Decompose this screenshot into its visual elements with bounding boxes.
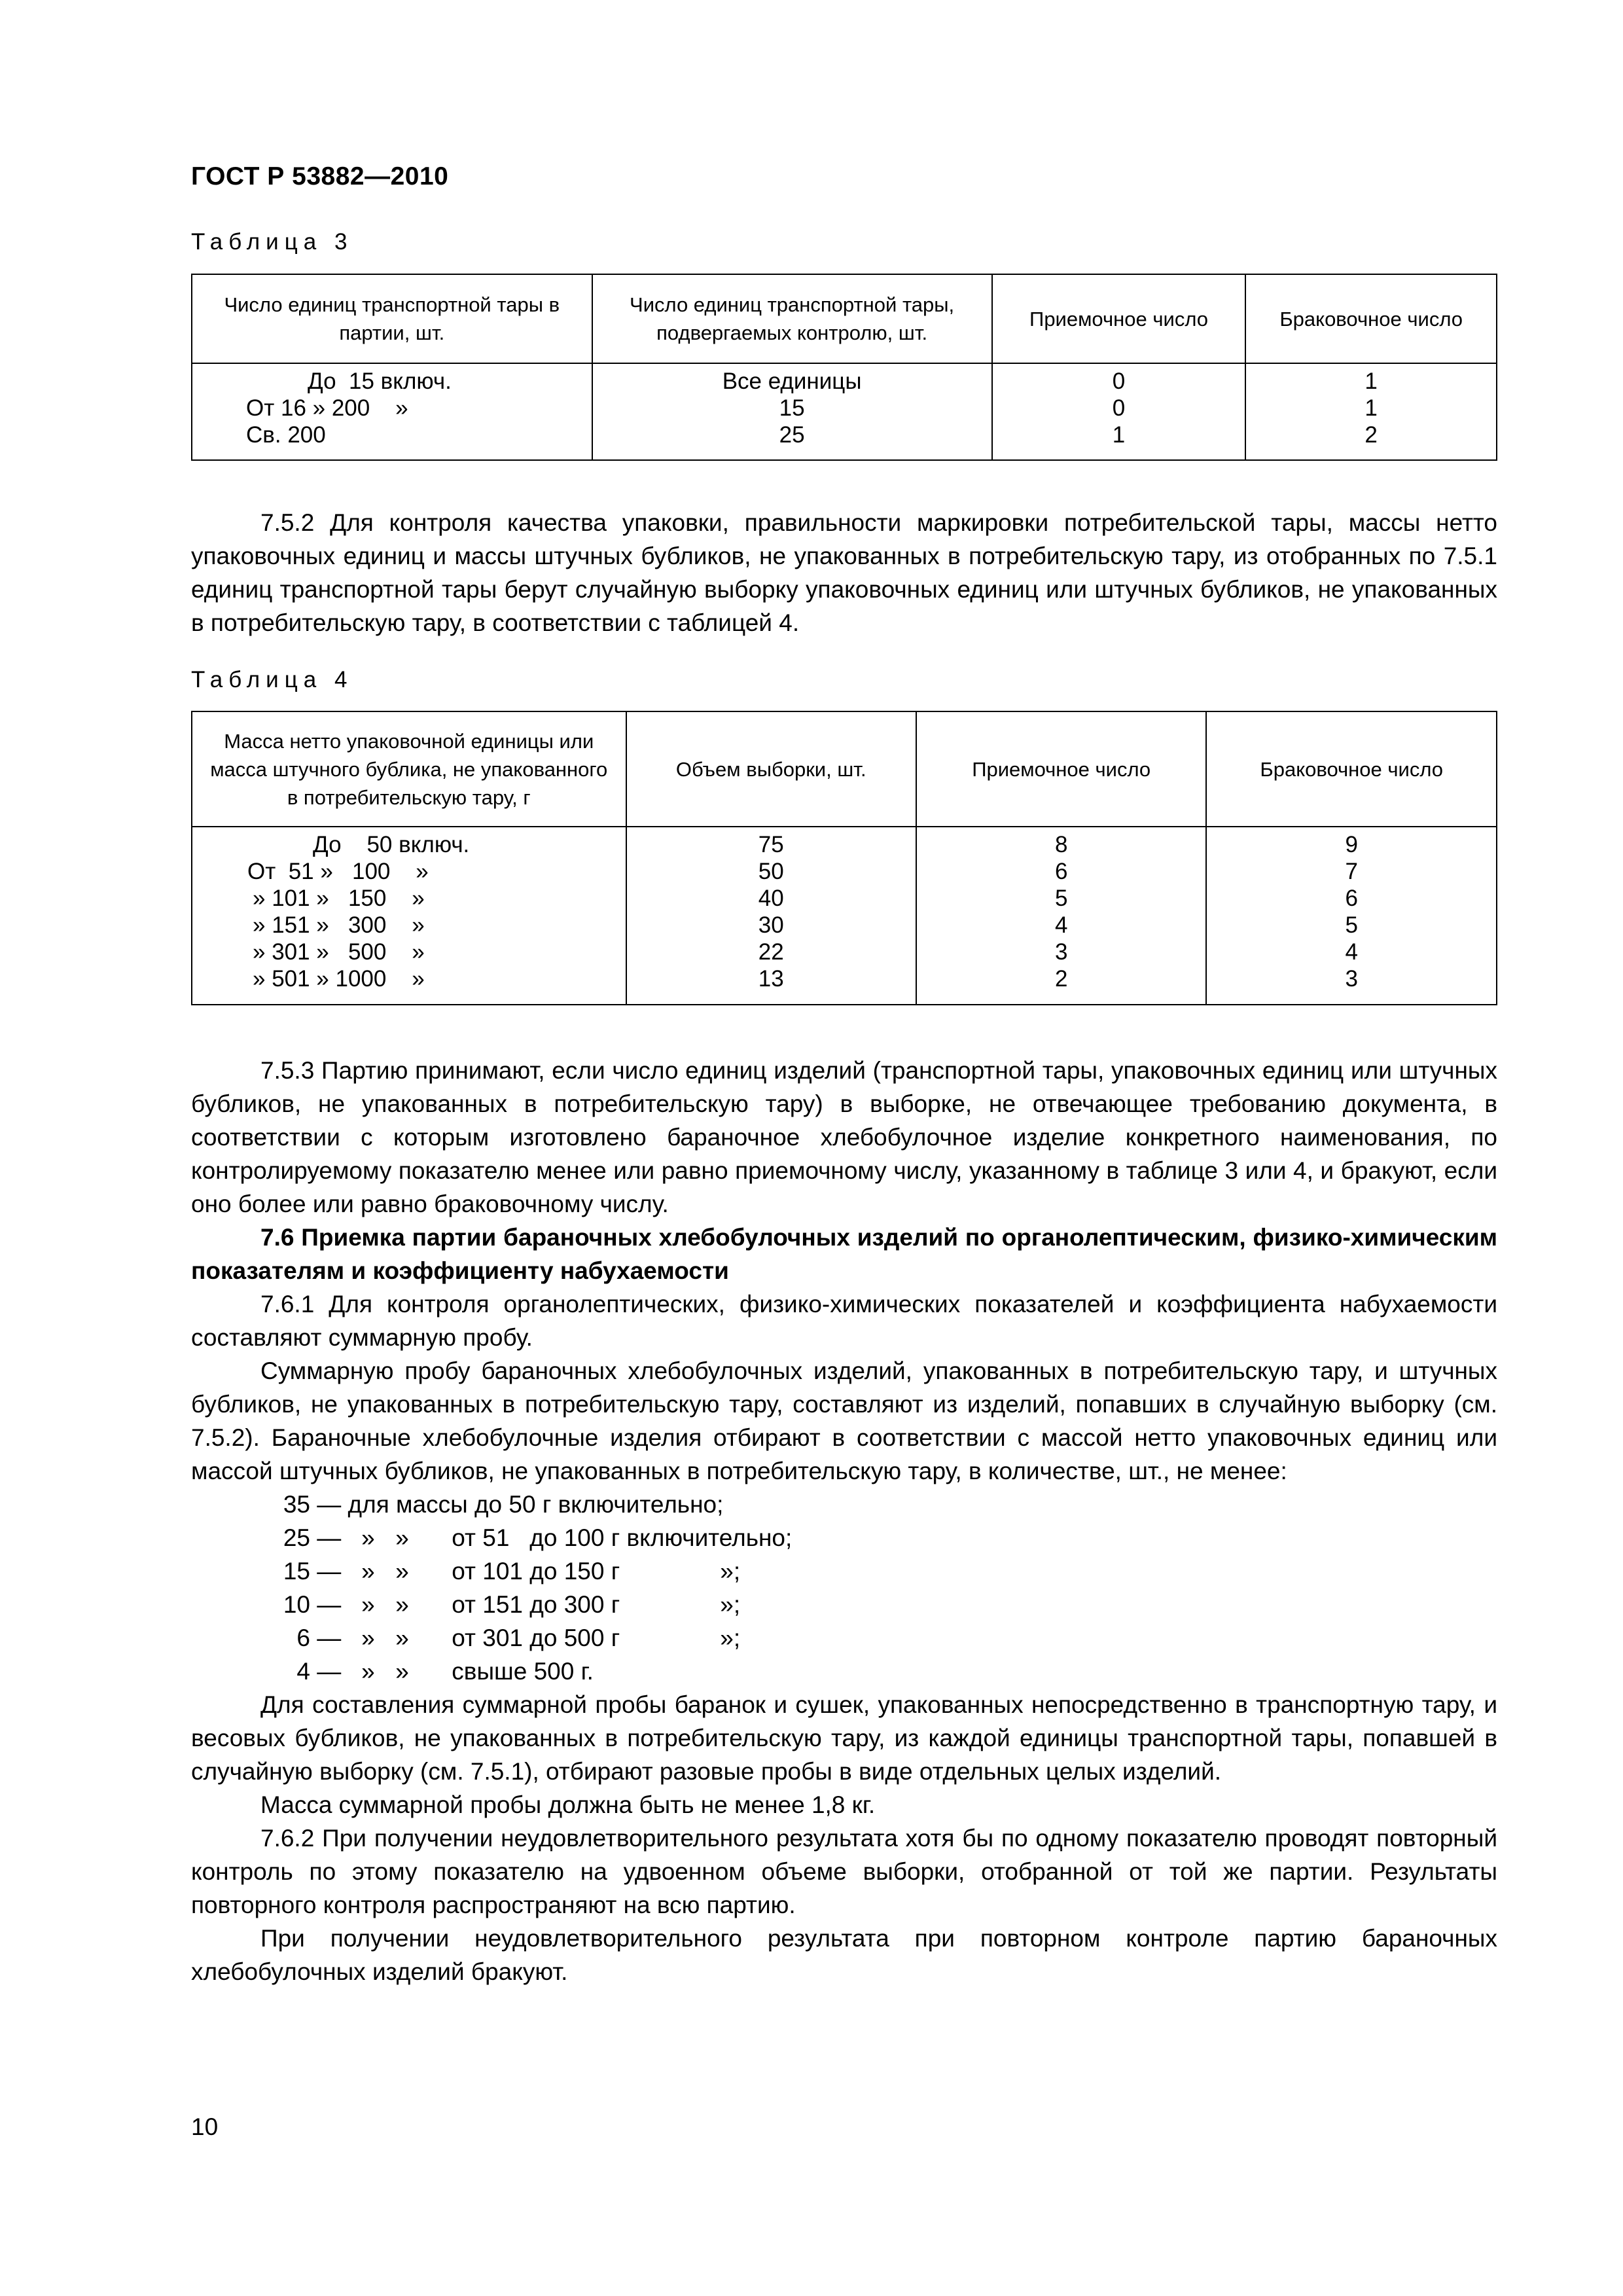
section-heading-7-6: 7.6 Приемка партии бараночных хлебобулочных изделий по органолептическим, физико-химическим показателям и коэффициенту набухаемости	[191, 1224, 1497, 1284]
table-cell: 13	[758, 966, 784, 992]
table-4-header-reject: Браковочное число	[1206, 711, 1497, 827]
table-cell: » 101 » 150 »	[253, 886, 425, 911]
main-text	[191, 1054, 1497, 1988]
table-cell: » 501 » 1000 »	[253, 966, 425, 992]
table-cell: Все единицы	[722, 368, 862, 394]
list-item-ditto: »	[395, 1558, 409, 1585]
paragraph-reject: При получении неудовлетворительного результата при повторном контроле партию бараночных хлебобулочных изделий бракуют.	[191, 1925, 1497, 1985]
table-4-header-sample: Объем выборки, шт.	[626, 711, 916, 827]
paragraph-7-5-2-block	[191, 506, 1497, 639]
table-cell: 5	[1345, 912, 1358, 938]
paragraph-7-5-3: 7.5.3 Партию принимают, если число единиц изделий (транспортной тары, упаковочных единиц или штучных бубликов, не упакованных в потребительскую тару) в выборке, не отвечающее требованию документа, в соответствии с которым изготовлено бараночное хлебобулочное изделие конкретного наименования, по контролируемому показателю менее или равно приемочному числу, указанному в таблице 3 или 4, и бракуют, если оно более или равно браковочному числу.	[191, 1057, 1497, 1217]
list-item	[191, 1521, 1497, 1554]
table-cell: До 15 включ.	[308, 368, 452, 394]
table-3-header-accept: Приемочное число	[992, 274, 1246, 363]
table-cell: 30	[758, 912, 784, 938]
list-item-text: — »	[317, 1558, 375, 1585]
table-4-col-mass	[192, 827, 626, 1005]
list-item-text: — »	[317, 1624, 375, 1651]
list-item-range: от 51 до 100 г включительно;	[452, 1524, 793, 1551]
table-cell: 1	[1364, 368, 1378, 394]
table-cell: 3	[1345, 966, 1358, 992]
table-cell: От 51 » 100 »	[247, 859, 429, 884]
table-3-header-reject: Браковочное число	[1245, 274, 1497, 363]
table-3-col-reject	[1245, 363, 1497, 460]
list-item	[191, 1488, 1497, 1521]
table-cell: 2	[1054, 966, 1068, 992]
list-item-ditto: »	[395, 1591, 409, 1618]
table-cell: 3	[1054, 939, 1068, 965]
list-item-ditto: »	[395, 1624, 409, 1651]
table-cell: 4	[1054, 912, 1068, 938]
table-4-col-accept	[916, 827, 1207, 1005]
table-cell: 5	[1054, 886, 1068, 911]
list-item	[191, 1554, 1497, 1588]
list-item-range: свыше 500 г.	[452, 1658, 594, 1685]
list-item-text: — »	[317, 1524, 375, 1551]
paragraph-bulk-probe: Для составления суммарной пробы баранок и сушек, упакованных непосредственно в транспортную тару, и весовых бубликов, не упакованных в потребительскую тару, из каждой единицы транспортной тары, попавшей в случайную выборку (см. 7.5.1), отбирают разовые пробы в виде отдельных целых изделий.	[191, 1691, 1497, 1785]
table-cell: 50	[758, 859, 784, 884]
table-cell: » 301 » 500 »	[253, 939, 425, 965]
table-4-col-reject	[1206, 827, 1497, 1005]
table-cell: 8	[1054, 832, 1068, 857]
page-number: 10	[191, 2113, 219, 2140]
table-cell: 1	[1112, 422, 1126, 448]
table-3-caption: Таблица 3	[191, 229, 353, 255]
table-cell: 40	[758, 886, 784, 911]
document-header: ГОСТ Р 53882—2010	[191, 162, 449, 190]
table-4-col-sample	[626, 827, 916, 1005]
list-item-text: — для массы до 50 г включительно;	[317, 1491, 724, 1518]
table-cell: От 16 » 200 »	[246, 395, 408, 421]
list-item-number: 4	[296, 1658, 310, 1685]
list-item-number: 25	[283, 1524, 310, 1551]
table-cell: 9	[1345, 832, 1358, 857]
table-cell: 75	[758, 832, 784, 857]
table-cell: 2	[1364, 422, 1378, 448]
table-4-caption: Таблица 4	[191, 667, 353, 692]
list-item-text: — »	[317, 1591, 375, 1618]
table-cell: 22	[758, 939, 784, 965]
table-3-col-accept	[992, 363, 1246, 460]
table-cell: 0	[1112, 368, 1126, 394]
paragraph-7-5-2: 7.5.2 Для контроля качества упаковки, правильности маркировки потребительской тары, массы нетто упаковочных единиц и массы штучных бубликов, не упакованных в потребительскую тару, из отобранных по 7.5.1 единиц транспортной тары берут случайную выборку упаковочных единиц или штучных бубликов, не упакованных в потребительскую тару, в соответствии с таблицей 4.	[191, 509, 1497, 636]
list-item	[191, 1588, 1497, 1621]
list-item-number: 35	[283, 1491, 310, 1518]
table-cell: » 151 » 300 »	[253, 912, 425, 938]
paragraph-probe-mass: Масса суммарной пробы должна быть не менее 1,8 кг.	[260, 1791, 876, 1818]
list-item-range: от 301 до 500 г	[452, 1624, 620, 1651]
table-3-col-units	[192, 363, 592, 460]
table-cell: До 50 включ.	[313, 832, 470, 857]
list-item-range: от 151 до 300 г	[452, 1591, 620, 1618]
table-cell: 1	[1364, 395, 1378, 421]
table-4-header-mass: Масса нетто упаковочной единицы или масса штучного бублика, не упакованного в потребительскую тару, г	[192, 711, 626, 827]
table-cell: 0	[1112, 395, 1126, 421]
list-item-number: 10	[283, 1591, 310, 1618]
table-4-header-accept: Приемочное число	[916, 711, 1207, 827]
table-cell: 4	[1345, 939, 1358, 965]
table-cell: 6	[1345, 886, 1358, 911]
table-cell: 25	[779, 422, 805, 448]
list-item	[191, 1655, 1497, 1688]
paragraph-7-6-2: 7.6.2 При получении неудовлетворительного результата хотя бы по одному показателю проводят повторный контроль по этому показателю на удвоенном объеме выборки, отобранной от той же партии. Результаты повторного контроля распространяют на всю партию.	[191, 1825, 1497, 1918]
list-item-text: — »	[317, 1658, 375, 1685]
table-3-header-controlled: Число единиц транспортной тары, подвергаемых контролю, шт.	[592, 274, 992, 363]
list-item-ditto: »	[395, 1524, 409, 1551]
paragraph-summary-probe: Суммарную пробу бараночных хлебобулочных изделий, упакованных в потребительскую тару, и штучных бубликов, не упакованных в потребительскую тару, составляют из изделий, попавших в случайную выборку (см. 7.5.2). Бараночные хлебобулочные изделия отбирают в соответствии с массой нетто упаковочных единиц или массой штучных бубликов, не упакованных в потребительскую тару, в количестве, шт., не менее:	[191, 1357, 1497, 1484]
table-3	[191, 274, 1497, 461]
list-item-number: 15	[283, 1558, 310, 1585]
list-item-number: 6	[296, 1624, 310, 1651]
table-cell: 6	[1054, 859, 1068, 884]
table-3-header-units: Число единиц транспортной тары в партии, шт.	[192, 274, 592, 363]
list-item-ditto: »	[395, 1658, 409, 1685]
table-3-col-controlled	[592, 363, 992, 460]
table-4	[191, 711, 1497, 1005]
table-cell: 7	[1345, 859, 1358, 884]
table-cell: 15	[779, 395, 805, 421]
table-cell: Св. 200	[246, 422, 326, 448]
paragraph-7-6-1: 7.6.1 Для контроля органолептических, физико-химических показателей и коэффициента набухаемости составляют суммарную пробу.	[191, 1291, 1497, 1351]
list-item-ditto: »;	[720, 1624, 741, 1651]
list-item-ditto: »;	[720, 1591, 741, 1618]
list-item-range: от 101 до 150 г	[452, 1558, 620, 1585]
list-item-ditto: »;	[720, 1558, 741, 1585]
list-item	[191, 1621, 1497, 1655]
